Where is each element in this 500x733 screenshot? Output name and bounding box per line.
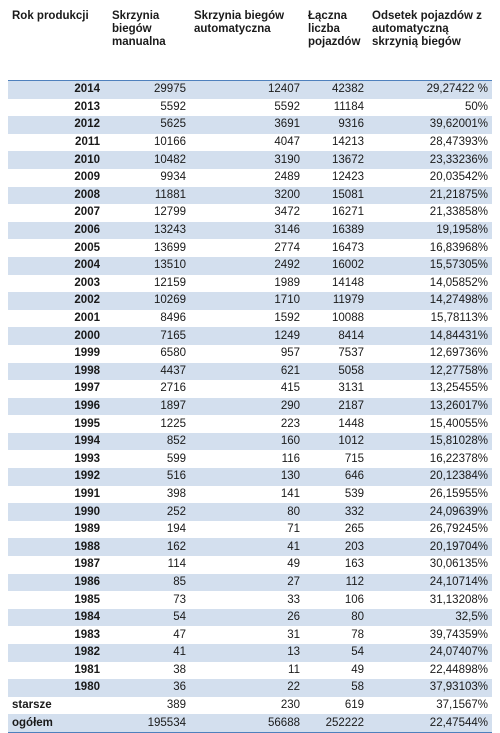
cell-manual: 41 [108, 644, 190, 662]
cell-total: 163 [304, 556, 368, 574]
table-row [8, 556, 492, 574]
header-total-vehicles: Łączna liczba pojazdów [304, 8, 368, 81]
cell-total: 42382 [304, 81, 368, 99]
cell-total: 539 [304, 486, 368, 504]
cell-automatic: 2492 [190, 257, 304, 275]
cell-manual: 1897 [108, 398, 190, 416]
cell-total: 13672 [304, 151, 368, 169]
cell-automatic: 33 [190, 591, 304, 609]
cell-automatic-share: 21,33858% [368, 204, 492, 222]
table-row [8, 591, 492, 609]
table-row [8, 697, 492, 715]
cell-automatic-share: 32,5% [368, 609, 492, 627]
table-row [8, 380, 492, 398]
cell-year: 1982 [8, 644, 108, 662]
cell-manual: 11881 [108, 187, 190, 205]
cell-year: 1986 [8, 574, 108, 592]
cell-automatic: 3691 [190, 116, 304, 134]
table-row [8, 292, 492, 310]
cell-automatic-share: 24,09639% [368, 503, 492, 521]
cell-total: 715 [304, 450, 368, 468]
cell-total: 1012 [304, 433, 368, 451]
cell-year: 2001 [8, 310, 108, 328]
cell-automatic: 116 [190, 450, 304, 468]
cell-automatic: 3200 [190, 187, 304, 205]
cell-automatic-share: 12,69736% [368, 345, 492, 363]
cell-automatic: 3472 [190, 204, 304, 222]
cell-automatic-share: 31,13208% [368, 591, 492, 609]
cell-manual: 389 [108, 697, 190, 715]
cell-automatic-share: 23,33236% [368, 151, 492, 169]
cell-year: 1998 [8, 363, 108, 381]
cell-manual: 12799 [108, 204, 190, 222]
table-row [8, 187, 492, 205]
cell-automatic-share: 26,79245% [368, 521, 492, 539]
cell-manual: 47 [108, 626, 190, 644]
table-row [8, 134, 492, 152]
cell-manual: 114 [108, 556, 190, 574]
cell-total: 54 [304, 644, 368, 662]
table-row [8, 626, 492, 644]
cell-total: 5058 [304, 363, 368, 381]
cell-year: 1990 [8, 503, 108, 521]
cell-automatic-share: 21,21875% [368, 187, 492, 205]
table-row [8, 222, 492, 240]
cell-total: 58 [304, 679, 368, 697]
cell-automatic: 5592 [190, 99, 304, 117]
cell-total: 646 [304, 468, 368, 486]
cell-year: 1994 [8, 433, 108, 451]
cell-automatic: 130 [190, 468, 304, 486]
table-row [8, 363, 492, 381]
cell-automatic-share: 37,93103% [368, 679, 492, 697]
cell-year: starsze [8, 697, 108, 715]
cell-automatic: 621 [190, 363, 304, 381]
cell-total: 265 [304, 521, 368, 539]
cell-automatic: 223 [190, 415, 304, 433]
cell-year: 2010 [8, 151, 108, 169]
cell-total: 2187 [304, 398, 368, 416]
cell-total: 16473 [304, 239, 368, 257]
table-body [8, 81, 492, 733]
cell-automatic: 26 [190, 609, 304, 627]
cell-manual: 29975 [108, 81, 190, 99]
cell-automatic: 1989 [190, 275, 304, 293]
cell-manual: 6580 [108, 345, 190, 363]
table-row [8, 169, 492, 187]
cell-automatic: 957 [190, 345, 304, 363]
cell-total: 203 [304, 538, 368, 556]
cell-automatic-share: 12,27758% [368, 363, 492, 381]
table-row [8, 116, 492, 134]
cell-year: 2012 [8, 116, 108, 134]
cell-automatic-share: 24,07407% [368, 644, 492, 662]
cell-manual: 10269 [108, 292, 190, 310]
table-row [8, 433, 492, 451]
cell-automatic-share: 22,44898% [368, 662, 492, 680]
cell-automatic-share: 13,25455% [368, 380, 492, 398]
cell-year: 1987 [8, 556, 108, 574]
cell-year: 2003 [8, 275, 108, 293]
cell-manual: 599 [108, 450, 190, 468]
cell-automatic: 141 [190, 486, 304, 504]
cell-automatic: 41 [190, 538, 304, 556]
cell-automatic: 230 [190, 697, 304, 715]
cell-automatic-share: 28,47393% [368, 134, 492, 152]
cell-year: 1983 [8, 626, 108, 644]
cell-manual: 1225 [108, 415, 190, 433]
data-table-container [8, 8, 492, 733]
table-header-row [8, 8, 492, 81]
cell-automatic: 56688 [190, 714, 304, 732]
cell-automatic-share: 15,81028% [368, 433, 492, 451]
cell-total: 78 [304, 626, 368, 644]
cell-total: 7537 [304, 345, 368, 363]
table-row [8, 538, 492, 556]
cell-manual: 13243 [108, 222, 190, 240]
cell-manual: 516 [108, 468, 190, 486]
cell-manual: 194 [108, 521, 190, 539]
table-row [8, 574, 492, 592]
table-row [8, 609, 492, 627]
cell-automatic-share: 30,06135% [368, 556, 492, 574]
cell-automatic-share: 13,26017% [368, 398, 492, 416]
table-row [8, 521, 492, 539]
cell-automatic: 12407 [190, 81, 304, 99]
cell-automatic-share: 15,78113% [368, 310, 492, 328]
cell-automatic-share: 14,84431% [368, 327, 492, 345]
cell-automatic: 3146 [190, 222, 304, 240]
cell-year: 1988 [8, 538, 108, 556]
cell-automatic-share: 14,27498% [368, 292, 492, 310]
cell-year: 2005 [8, 239, 108, 257]
cell-automatic-share: 22,47544% [368, 714, 492, 732]
table-row [8, 644, 492, 662]
cell-automatic: 1592 [190, 310, 304, 328]
table-row [8, 310, 492, 328]
cell-total: 8414 [304, 327, 368, 345]
cell-manual: 36 [108, 679, 190, 697]
cell-automatic: 13 [190, 644, 304, 662]
table-row [8, 204, 492, 222]
cell-total: 112 [304, 574, 368, 592]
cell-manual: 12159 [108, 275, 190, 293]
cell-year: 1991 [8, 486, 108, 504]
cell-year: 1993 [8, 450, 108, 468]
cell-automatic: 11 [190, 662, 304, 680]
cell-automatic: 2774 [190, 239, 304, 257]
cell-automatic: 22 [190, 679, 304, 697]
cell-total: 14213 [304, 134, 368, 152]
cell-year: 2000 [8, 327, 108, 345]
cell-manual: 252 [108, 503, 190, 521]
cell-automatic-share: 24,10714% [368, 574, 492, 592]
cell-total: 16271 [304, 204, 368, 222]
cell-manual: 38 [108, 662, 190, 680]
cell-automatic-share: 15,57305% [368, 257, 492, 275]
table-row [8, 81, 492, 99]
cell-automatic-share: 16,83968% [368, 239, 492, 257]
cell-automatic-share: 39,62001% [368, 116, 492, 134]
cell-automatic: 1249 [190, 327, 304, 345]
cell-manual: 10166 [108, 134, 190, 152]
cell-automatic: 415 [190, 380, 304, 398]
cell-automatic-share: 19,1958% [368, 222, 492, 240]
cell-manual: 54 [108, 609, 190, 627]
cell-year: 2013 [8, 99, 108, 117]
cell-total: 49 [304, 662, 368, 680]
cell-year: 1992 [8, 468, 108, 486]
cell-automatic-share: 20,03542% [368, 169, 492, 187]
cell-automatic: 31 [190, 626, 304, 644]
cell-total: 16002 [304, 257, 368, 275]
cell-total: 3131 [304, 380, 368, 398]
cell-year: ogółem [8, 714, 108, 732]
cell-automatic: 3190 [190, 151, 304, 169]
cell-automatic: 4047 [190, 134, 304, 152]
cell-year: 2004 [8, 257, 108, 275]
cell-automatic-share: 14,05852% [368, 275, 492, 293]
cell-automatic: 27 [190, 574, 304, 592]
cell-year: 1985 [8, 591, 108, 609]
cell-manual: 195534 [108, 714, 190, 732]
header-manual-gearbox: Skrzynia biegów manualna [108, 8, 190, 81]
cell-total: 15081 [304, 187, 368, 205]
cell-year: 2009 [8, 169, 108, 187]
table-row [8, 662, 492, 680]
cell-automatic: 160 [190, 433, 304, 451]
cell-automatic-share: 20,12384% [368, 468, 492, 486]
header-automatic-gearbox: Skrzynia biegów automatyczna [190, 8, 304, 81]
cell-total: 1448 [304, 415, 368, 433]
cell-automatic-share: 20,19704% [368, 538, 492, 556]
cell-manual: 9934 [108, 169, 190, 187]
cell-year: 1999 [8, 345, 108, 363]
table-row [8, 275, 492, 293]
cell-total: 12423 [304, 169, 368, 187]
cell-manual: 852 [108, 433, 190, 451]
cell-total: 80 [304, 609, 368, 627]
table-row [8, 468, 492, 486]
table-row [8, 486, 492, 504]
cell-manual: 5592 [108, 99, 190, 117]
cell-total: 9316 [304, 116, 368, 134]
table-row [8, 415, 492, 433]
cell-manual: 398 [108, 486, 190, 504]
cell-total: 14148 [304, 275, 368, 293]
table-row [8, 99, 492, 117]
cell-automatic-share: 15,40055% [368, 415, 492, 433]
cell-manual: 162 [108, 538, 190, 556]
cell-total: 332 [304, 503, 368, 521]
cell-automatic-share: 50% [368, 99, 492, 117]
table-row [8, 151, 492, 169]
cell-automatic-share: 39,74359% [368, 626, 492, 644]
cell-manual: 5625 [108, 116, 190, 134]
cell-total: 106 [304, 591, 368, 609]
header-automatic-share: Odsetek pojazdów z automatyczną skrzynią biegów [368, 8, 492, 81]
cell-automatic: 1710 [190, 292, 304, 310]
cell-total: 11979 [304, 292, 368, 310]
cell-total: 252222 [304, 714, 368, 732]
cell-manual: 2716 [108, 380, 190, 398]
cell-year: 2006 [8, 222, 108, 240]
cell-year: 1989 [8, 521, 108, 539]
table-row [8, 679, 492, 697]
cell-total: 10088 [304, 310, 368, 328]
cell-year: 2002 [8, 292, 108, 310]
cell-automatic: 290 [190, 398, 304, 416]
table-row [8, 345, 492, 363]
cell-manual: 10482 [108, 151, 190, 169]
table-row [8, 503, 492, 521]
cell-year: 1995 [8, 415, 108, 433]
table-row [8, 714, 492, 732]
cell-automatic-share: 26,15955% [368, 486, 492, 504]
cell-manual: 13510 [108, 257, 190, 275]
cell-automatic-share: 37,1567% [368, 697, 492, 715]
cell-manual: 7165 [108, 327, 190, 345]
cell-total: 11184 [304, 99, 368, 117]
cell-year: 1984 [8, 609, 108, 627]
cell-manual: 8496 [108, 310, 190, 328]
cell-automatic: 71 [190, 521, 304, 539]
header-production-year: Rok produkcji [8, 8, 108, 81]
cell-automatic-share: 29,27422 % [368, 81, 492, 99]
table-row [8, 257, 492, 275]
cell-year: 1981 [8, 662, 108, 680]
cell-manual: 73 [108, 591, 190, 609]
cell-automatic: 2489 [190, 169, 304, 187]
cell-year: 1996 [8, 398, 108, 416]
cell-year: 2014 [8, 81, 108, 99]
table-row [8, 398, 492, 416]
cell-year: 2011 [8, 134, 108, 152]
cell-year: 1980 [8, 679, 108, 697]
table-row [8, 327, 492, 345]
cell-automatic-share: 16,22378% [368, 450, 492, 468]
cell-manual: 13699 [108, 239, 190, 257]
cell-total: 16389 [304, 222, 368, 240]
cell-automatic: 80 [190, 503, 304, 521]
cell-manual: 4437 [108, 363, 190, 381]
cell-year: 2008 [8, 187, 108, 205]
cell-total: 619 [304, 697, 368, 715]
table-row [8, 239, 492, 257]
cell-year: 1997 [8, 380, 108, 398]
cell-year: 2007 [8, 204, 108, 222]
vehicle-transmission-table [8, 8, 492, 733]
cell-automatic: 49 [190, 556, 304, 574]
cell-manual: 85 [108, 574, 190, 592]
table-row [8, 450, 492, 468]
